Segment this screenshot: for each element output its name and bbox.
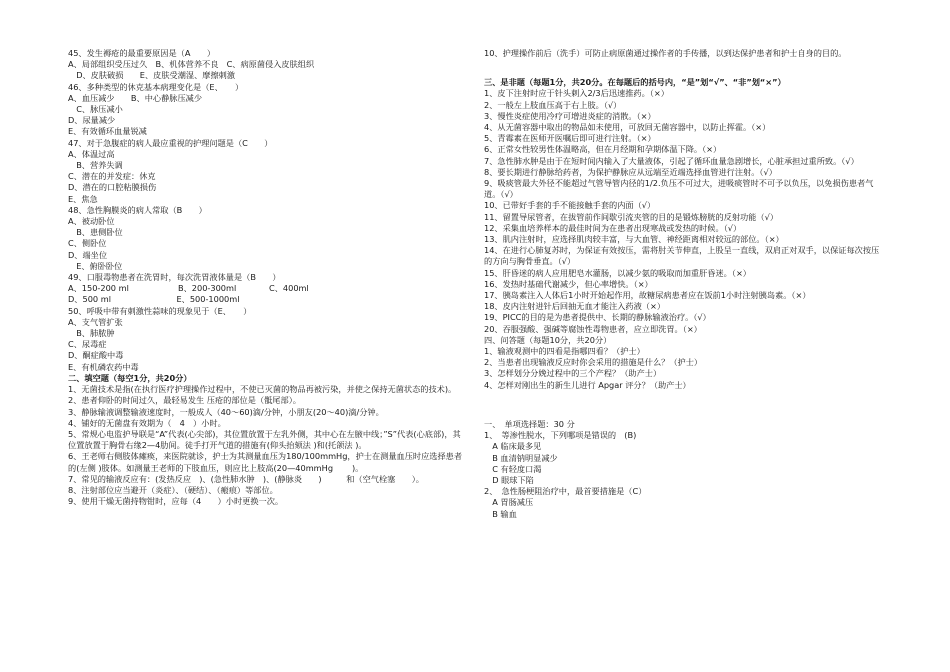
left-line: D、酮症酸中毒 (68, 350, 124, 361)
left-line: A、150-200 ml B、200-300ml C、400ml (68, 283, 309, 294)
left-line: A、局部组织受压过久 B、机体营养不良 C、病原菌侵入皮肤组织 (68, 59, 315, 70)
left-line: 47、对于急腹症的病人最应重视的护理问题是（C ） (68, 137, 273, 148)
left-line: C、尿毒症 (68, 339, 107, 350)
right-line: 16、发热时基础代谢减少，但心率增快。（×） (484, 278, 653, 289)
left-line: 2、患者仰卧的时间过久，最轻易发生 压疮的部位是（骶尾部）。 (68, 395, 301, 406)
left-line: E、俯卧卧位 (68, 260, 123, 271)
left-line: 9、使用干燥无菌持物钳时，应每（4 ）小时更换一次。 (68, 496, 284, 507)
left-line: E、有效循环血量锐减 (68, 126, 147, 137)
right-line: 2、当患者出现输液反应时你会采用的措施是什么？（护士） (484, 357, 703, 368)
left-column (68, 48, 468, 507)
left-line: A、支气管扩张 (68, 316, 123, 327)
left-line: D、尿量减少 (68, 115, 116, 126)
left-line: 48、急性胸膜炎的病人常取（B ） (68, 204, 207, 215)
right-line: B 输血 (484, 508, 517, 519)
left-line: A、血压减少 B、中心静脉压减少 (68, 92, 203, 103)
right-line: A 胃肠减压 (484, 497, 534, 508)
right-line: 2、一般左上肢血压高于右上肢。（√） (484, 99, 622, 110)
left-line: 3、静脉输液调整输液速度时，一般成人（40～60)滴/分钟，小朋友(20～40)滴/分钟。 (68, 406, 384, 417)
left-line: D、皮肤破损 E、皮肤受潮湿、摩擦刺激 (68, 70, 236, 81)
right-line: D 眼球下陷 (484, 474, 534, 485)
left-line: B、营养失调 (68, 160, 123, 171)
right-line: C 有轻度口渴 (484, 463, 542, 474)
left-line: B、肺脓肿 (68, 328, 115, 339)
right-line: 7、急性肺水肿是由于在短时间内输入了大量液体，引起了循环血量急剧增长，心脏承担过重所致。（√） (484, 155, 859, 166)
right-line: 5、青霉素在医师开医嘱后即可进行注射。（×） (484, 133, 656, 144)
right-line: 3、慢性炎症使用冷疗可增进炎症的消散。（×） (484, 110, 656, 121)
right-line: 20、吞服强酸、强碱等腐蚀性毒物患者，应立即洗胃。（×） (484, 323, 702, 334)
left-line: 二、填空题（每空1分，共20分） (68, 372, 192, 383)
right-line: 1、输液观测中的四看是指哪四看？（护士） (484, 346, 645, 357)
right-line: 19、PICC的目的是为患者提供中、长期的静脉输液治疗。（√） (484, 312, 711, 323)
right-line: 9、吸痰管最大外径不能超过气管导管内径的1/2.负压不可过大，进吸痰管时不可予以负压，以免损伤患者气道。（√） (484, 178, 874, 200)
left-line: 8、注射部位应当避开（炎症）、（硬结）、（瘢痕）等部位。 (68, 484, 278, 495)
left-line: A、被动卧位 (68, 216, 115, 227)
right-line: 10、护理操作前后（洗手）可防止病原菌通过操作者的手传播，以到达保护患者和护士自身的目的。 (484, 48, 847, 58)
right-line: 3、怎样划分分娩过程中的三个产程？（助产士） (484, 368, 662, 379)
right-line: 10、已带好手套的手不能接触手套的内面（√） (484, 200, 656, 211)
right-line: 四、问答题（每题10分，共20分） (484, 334, 612, 345)
right-line: 4、从无菌容器中取出的物品如未使用，可放回无菌容器中，以防止挥霍。（×） (484, 122, 771, 133)
left-line: C、脉压减小 (68, 104, 123, 115)
left-line: 6、王老师右侧肢体瘫痪，来医院就诊，护士为其测量血压为180/100mmHg，护士在测量血压时应选择患者的(左侧 )肢体。如测量王老师的下肢血压，则应比上肢高(20—40mmHg )。 (68, 451, 463, 473)
right-line: 13、肌内注射时，应选择肌肉较丰富，与大血管、神经距离相对较远的部位。（×） (484, 234, 784, 245)
right-line: 14、在进行心肺复苏时，为保证有效按压，需将肘关节伸直，上股呈一直线，双肩正对双手，以保证每次按压的方向与胸骨垂直。（√） (484, 245, 880, 267)
left-line: E、有机磷农药中毒 (68, 361, 139, 372)
left-line: C、潜在的并发症：休克 (68, 171, 156, 182)
right-line: 1、皮下注射时应于针头刺入2/3后迅速推药。（×） (484, 88, 669, 99)
left-line: C、侧卧位 (68, 238, 107, 249)
left-line: 5、常规心电监护导联是“A”代表(心尖部)，其位置放置于左乳外侧，其中心在左腋中线；”S”代表(心底部)，其位置放置于胸骨右缘2—4肋间。徒手打开气道的措施有(仰头抬颏法 )和(托颌法 )。 (68, 428, 461, 451)
left-line: 49、口服毒物患者在洗胃时，每次洗胃液体量是（B ） (68, 272, 281, 283)
right-line: 2、 急性肠梗阻治疗中，最首要措施是（C） (484, 486, 647, 497)
right-line: 12、采集血培养样本的最佳时间为在患者出现寒战或发热的时候。（√） (484, 222, 742, 233)
right-line: 11、留置导尿管者，在拔管前作间歇引流夹管的目的是锻炼膀胱的反射功能（√） (484, 211, 779, 222)
right-line: A 临床最多见 (484, 441, 542, 452)
right-line: 8、要长期进行静脉给药者，为保护静脉应从远端至近端选择血管进行注射。（√） (484, 166, 777, 177)
left-line: 1、无菌技术是指(在执行医疗护理操作过程中，不使已灭菌的物品再被污染，并使之保持无菌状态的技术)。 (68, 384, 457, 395)
left-line: D、潜在的口腔粘膜损伤 (68, 182, 157, 193)
left-line: D、端坐位 (68, 249, 108, 260)
right-line: 18、皮内注射进针后回抽无血才能注入药液（×） (484, 301, 666, 312)
right-line: 17、胰岛素注入人体后1小时开始起作用，故糖尿病患者应在饭前1小时注射胰岛素。（×） (484, 290, 811, 301)
right-line: 15、肝昏迷的病人应用肥皂水灌肠，以减少氨的吸取而加重肝昏迷。（×） (484, 267, 751, 278)
right-line: 一、 单项选择题：30 分 (484, 418, 575, 429)
left-line: E、焦急 (68, 193, 98, 204)
left-line: 4、铺好的无菌盘有效期为（ 4 ）小时。 (68, 417, 226, 428)
left-line: 7、常见的输液反应有：(发热反应 )、(急性肺水肿 )、(静脉炎 ) 和（空气栓塞 ）。 (68, 473, 424, 484)
right-line: 1、 等渗性脱水，下列哪项是错误的 (B) (484, 430, 637, 441)
right-column (484, 48, 884, 520)
left-line: 50、呼吸中带有刺激性蒜味的现象见于（E、 ） (68, 305, 252, 316)
left-line: D、500 ml E、500-1000ml (68, 294, 240, 305)
right-line: 4、怎样对刚出生的新生儿进行 Apgar 评分？（助产士） (484, 379, 691, 390)
left-line: 45、发生褥疮的最重要原因是（A ） (68, 48, 216, 58)
right-line: 三、是非题（每题1分，共20分。在每题后的括号内，“是”划“√”、“非”划“×”） (484, 77, 786, 88)
left-line: B、患侧卧位 (68, 227, 123, 238)
right-line: B 血清钠明显减少 (484, 452, 558, 463)
left-line: A、体温过高 (68, 148, 115, 159)
left-line: 46、多种类型的休克基本病理变化是（E、 ） (68, 81, 244, 92)
right-line: 6、正常女性较男性体温略高，但在月经期和孕期体温下降。（×） (484, 144, 722, 155)
